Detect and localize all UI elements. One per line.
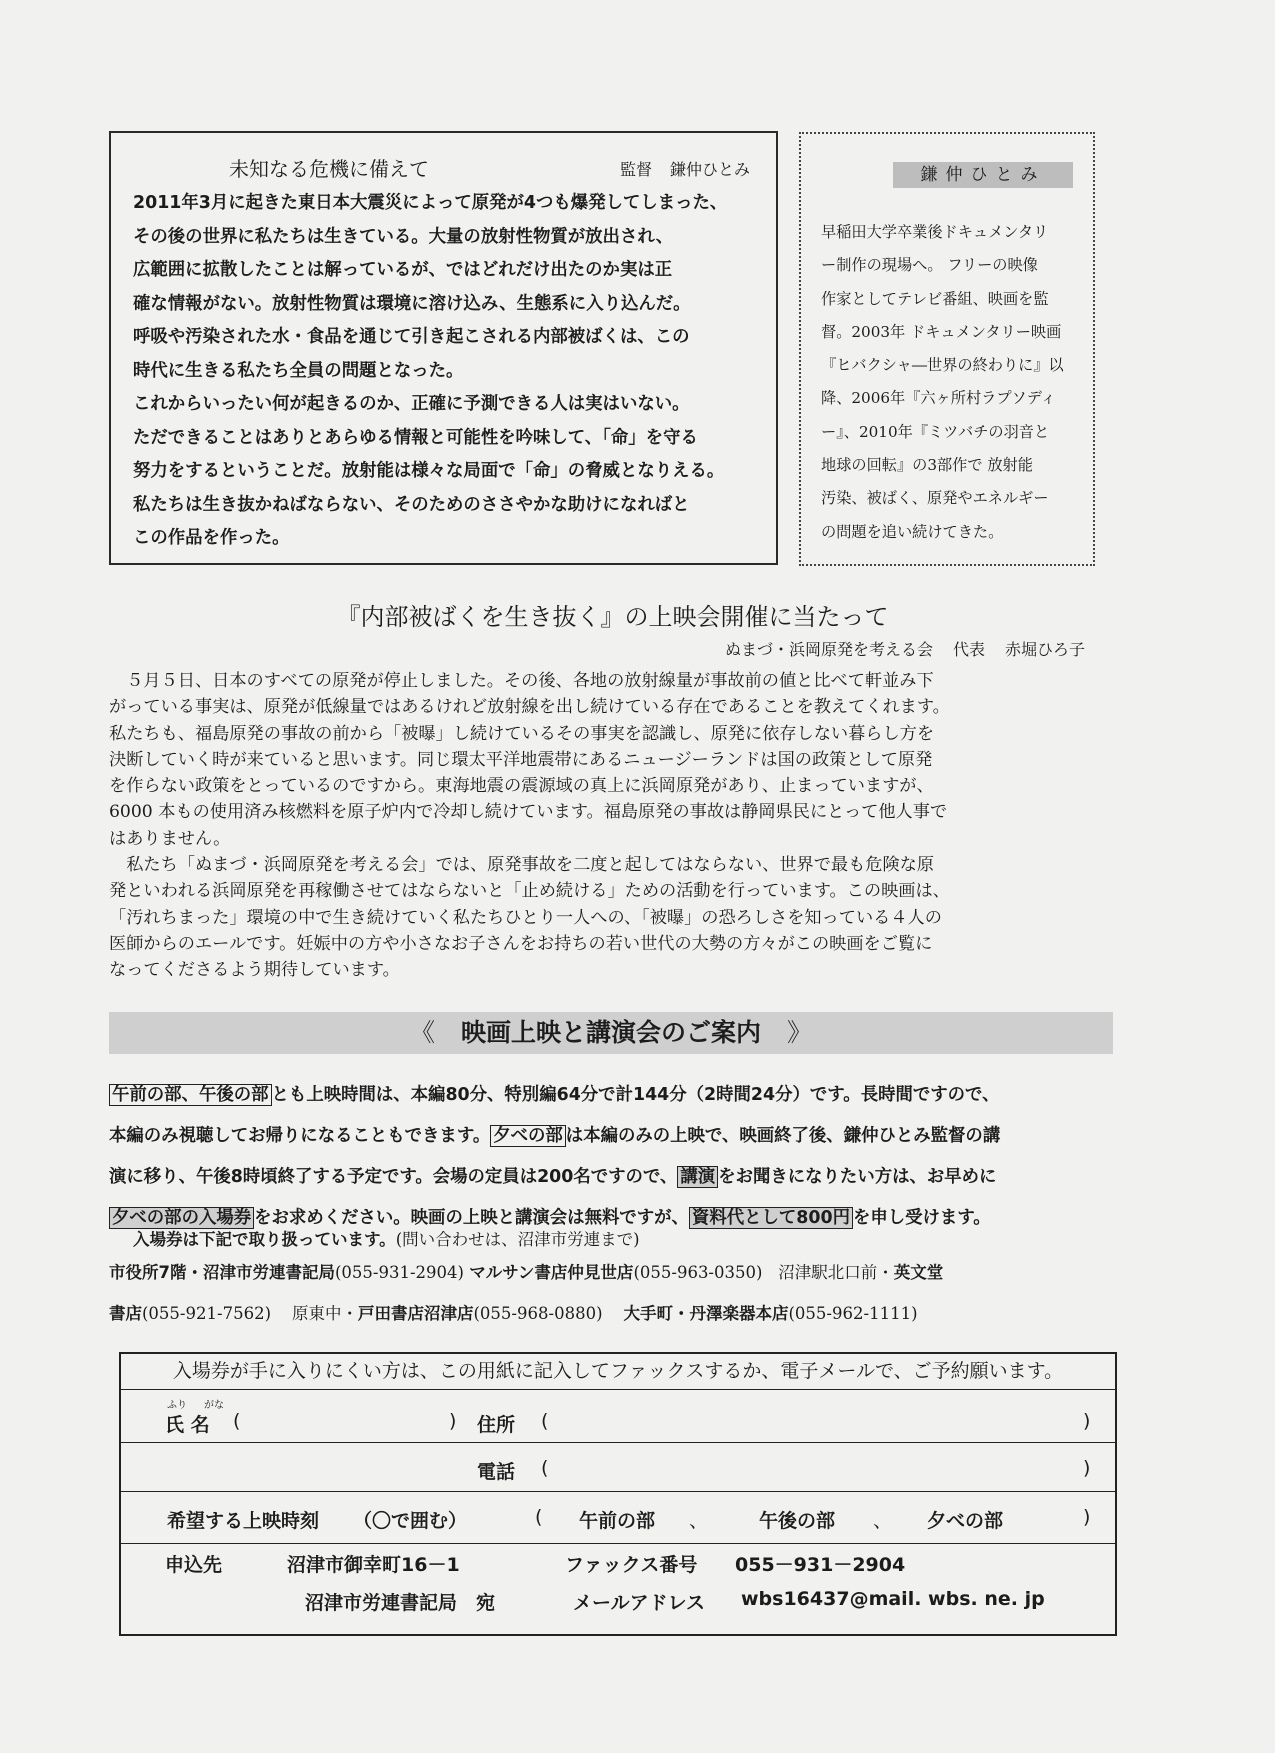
screening-line: ５月５日、日本のすべての原発が停止しました。その後、各地の放射線量が事故前の値と比べて軒並み下: [109, 671, 934, 691]
apply-address: 沼津市御幸町16－1: [287, 1554, 460, 1576]
time-option-am[interactable]: 午前の部: [579, 1510, 656, 1532]
phone-paren-close: ): [1083, 1457, 1091, 1479]
name-label: 氏 名: [165, 1414, 210, 1436]
outlet-location: 原東中・: [292, 1304, 358, 1323]
form-phone-row: [121, 1443, 1115, 1492]
profile-body: [821, 216, 1075, 549]
apply-label: 申込先: [165, 1554, 223, 1576]
director-message-body: [133, 187, 754, 556]
screening-line: なってくださるよう期待しています。: [109, 960, 400, 981]
schedule-line: [109, 1075, 1119, 1116]
outlet-line: [109, 1293, 1119, 1334]
email-address[interactable]: wbs16437@mail. wbs. ne. jp: [741, 1588, 1045, 1610]
banner-title: 映画上映と講演会のご案内: [460, 1018, 761, 1047]
address-field[interactable]: [553, 1406, 1033, 1436]
director-line: 広範囲に拡散したことは解っているが、ではどれだけ出たのか実は正: [133, 260, 673, 280]
outlet-phone: (055-962-1111): [788, 1304, 918, 1323]
material-fee-label: 資料代として800円: [689, 1207, 853, 1229]
director-role: 監督: [619, 160, 652, 179]
outlet-name: 大手町・丹澤楽器本店: [623, 1304, 789, 1323]
form-intro: 入場券が手に入りにくい方は、この用紙に記入してファックスするか、電子メールで、ご予約願います。: [121, 1354, 1115, 1390]
screening-line: 6000 本もの使用済み核燃料を原子炉内で冷却し続けています。福島原発の事故は静岡県民にとって他人事で: [109, 802, 948, 823]
screening-title: 『内部被ばくを生き抜く』の上映会開催に当たって: [336, 603, 889, 631]
profile-line: 地球の回転』の3部作で 放射能: [821, 456, 1033, 475]
director-message-box: [109, 131, 778, 565]
organizer-role: 代表: [952, 640, 985, 659]
screening-line: 発といわれる浜岡原発を再稼働させてはならないと「止め続ける」ための活動を行っています。この映画は、: [109, 881, 950, 902]
schedule-line: [109, 1157, 1119, 1198]
name-paren-close: ): [449, 1410, 457, 1432]
furigana-label: がな: [204, 1400, 224, 1411]
director-line: 時代に生きる私たち全員の問題となった。: [133, 360, 464, 381]
organizer-name: 赤堀ひろ子: [1004, 640, 1085, 659]
email-label: メールアドレス: [573, 1592, 706, 1614]
outlet-phone: (055-963-0350): [633, 1263, 763, 1282]
outlet-name: 市役所7階・沼津市労連書記局: [109, 1263, 335, 1282]
screening-line: 私たちも、福島原発の事故の前から「被曝」し続けているその事実を認識し、原発に依存しない暮らし方を: [109, 723, 935, 744]
director-line: 2011年3月に起きた東日本大震災によって原発が4つも爆発してしまった、: [133, 193, 728, 213]
time-option-pm[interactable]: 午後の部: [759, 1510, 836, 1532]
profile-line: ー』、2010年『ミツバチの羽音と: [821, 422, 1050, 441]
reservation-form: [119, 1352, 1117, 1636]
time-hint: （〇で囲む）: [353, 1510, 468, 1532]
tickets-note: (問い合わせは、沼津市労連まで): [395, 1230, 640, 1249]
schedule-text: [109, 1075, 1119, 1239]
director-credit: [620, 157, 750, 180]
director-line: この作品を作った。: [133, 528, 290, 548]
am-pm-sessions-label: 午前の部、午後の部: [109, 1084, 272, 1106]
outlet-location: 沼津駅北口前・: [778, 1263, 894, 1282]
director-line: ただできることはありとあらゆる情報と可能性を吟味して、「命」を守る: [133, 427, 698, 448]
director-message-title: 未知なる危機に備えて: [229, 157, 429, 181]
address-paren-open: (: [541, 1410, 549, 1432]
screening-line: 私たち「ぬまづ・浜岡原発を考える会」では、原発事故を二度と起してはならない、世界で最も危険な原: [109, 855, 935, 876]
director-line: 確な情報がない。放射性物質は環境に溶け込み、生態系に入り込んだ。: [133, 293, 691, 314]
lecture-label: 講演: [677, 1166, 718, 1188]
banner-open-bracket: 《: [409, 1018, 435, 1047]
ticket-outlets: [109, 1228, 1119, 1334]
screening-line: がっている事実は、原発が低線量ではあるけれど放射線を出し続けている存在であることを教えてくれます。: [109, 697, 950, 718]
outlet-line: [109, 1252, 1119, 1293]
director-profile-box: [799, 132, 1095, 566]
time-option-evening[interactable]: 夕べの部: [927, 1510, 1004, 1532]
outlet-phone: (055-968-0880): [473, 1304, 603, 1323]
profile-line: ー制作の現場へ。 フリーの映像: [821, 256, 1038, 275]
form-name-address-row: [121, 1390, 1115, 1443]
name-field[interactable]: [243, 1406, 443, 1436]
director-line: 私たちは生き抜かねばならない、そのためのささやかな助けになればと: [133, 494, 690, 515]
outlet-name: 戸田書店沼津店: [358, 1304, 474, 1323]
screening-line: を作らない政策をとっているのですから。東海地震の震源域の真上に浜岡原発があり、止まっていますが、: [109, 776, 934, 797]
director-line: 呼吸や汚染された水・食品を通じて引き起こされる内部被ばくは、この: [133, 327, 690, 347]
tickets-intro: [109, 1228, 1119, 1252]
schedule-text-fragment: とも上映時間は、本編80分、特別編64分で計144分（2時間24分）です。長時間ですので、: [271, 1085, 1000, 1105]
time-paren-open: (: [535, 1506, 543, 1528]
schedule-text-fragment: 本編のみ視聴してお帰りになることもできます。: [109, 1126, 491, 1146]
address-label: 住所: [477, 1414, 516, 1436]
time-option-separator: 、: [873, 1510, 893, 1532]
time-paren-close: ): [1083, 1506, 1091, 1528]
outlet-phone: (055-921-7562): [142, 1304, 272, 1323]
furigana-label: ふり: [167, 1400, 187, 1411]
fax-number: 055－931－2904: [735, 1554, 906, 1576]
profile-line: 『ヒバクシャ―世界の終わりに』以: [821, 356, 1064, 375]
outlet-phone: (055-931-2904): [334, 1263, 464, 1282]
schedule-text-fragment: をお求めください。映画の上映と講演会は無料ですが、: [254, 1208, 689, 1228]
apply-recipient: 沼津市労連書記局 宛: [305, 1592, 496, 1614]
screening-line: 「汚れちまった」環境の中で生き続けていく私たちひとり一人への、「被曝」の恐ろしさを知っている４人の: [109, 907, 942, 928]
director-line: その後の世界に私たちは生きている。大量の放射性物質が放出され、: [133, 226, 674, 247]
profile-line: 汚染、被ばく、原発やエネルギー: [821, 489, 1049, 508]
fax-label: ファックス番号: [565, 1554, 698, 1576]
outlet-name: 書店: [109, 1304, 142, 1323]
form-time-row: [121, 1492, 1115, 1544]
screening-organizer: [725, 637, 1085, 660]
guide-banner: [109, 1012, 1113, 1054]
schedule-text-fragment: を申し受けます。: [852, 1208, 991, 1228]
time-option-separator: 、: [689, 1510, 709, 1532]
screening-line: 医師からのエールです。妊娠中の方や小さなお子さんをお持ちの若い世代の大勢の方々がこの映画をご覧に: [109, 933, 933, 954]
director-name: 鎌仲ひとみ: [669, 160, 750, 179]
screening-body: [109, 668, 1119, 984]
evening-ticket-label: 夕べの部の入場券: [109, 1207, 254, 1229]
tickets-intro-text: 入場券は下記で取り扱っています。: [133, 1230, 396, 1249]
screening-line: はありません。: [109, 828, 231, 849]
phone-field[interactable]: [553, 1453, 1033, 1483]
screening-line: 決断していく時が来ていると思います。同じ環太平洋地震帯にあるニュージーランドは国の政策として原発: [109, 749, 933, 770]
name-paren-open: (: [233, 1410, 241, 1432]
profile-line: の問題を追い続けてきた。: [821, 522, 1004, 541]
schedule-text-fragment: 演に移り、午後8時頃終了する予定です。会場の定員は200名ですので、: [109, 1167, 678, 1187]
phone-paren-open: (: [541, 1457, 549, 1479]
profile-line: 督。2003年 ドキュメンタリー映画: [821, 322, 1062, 341]
profile-line: 降、2006年『六ヶ所村ラプソディ: [821, 389, 1056, 408]
profile-line: 作家としてテレビ番組、映画を監: [821, 289, 1049, 308]
profile-name: 鎌仲ひとみ: [893, 162, 1073, 188]
director-line: これからいったい何が起きるのか、正確に予測できる人は実はいない。: [133, 394, 690, 414]
time-label: 希望する上映時刻: [167, 1510, 320, 1532]
organizer-org: ぬまづ・浜岡原発を考える会: [724, 640, 933, 659]
schedule-line: [109, 1116, 1119, 1157]
outlet-name: 英文堂: [893, 1263, 944, 1282]
schedule-text-fragment: をお聞きになりたい方は、お早めに: [718, 1167, 997, 1187]
banner-close-bracket: 》: [787, 1018, 813, 1047]
director-line: 努力をするということだ。放射能は様々な局面で「命」の脅威となりえる。: [133, 461, 725, 481]
evening-session-label: 夕べの部: [490, 1125, 566, 1147]
phone-label: 電話: [477, 1461, 516, 1483]
schedule-text-fragment: は本編のみの上映で、映画終了後、鎌仲ひとみ監督の講: [565, 1126, 1001, 1146]
outlet-name: マルサン書店仲見世店: [469, 1263, 634, 1282]
address-paren-close: ): [1083, 1410, 1091, 1432]
profile-line: 早稲田大学卒業後ドキュメンタリ: [821, 223, 1049, 241]
form-apply-info: [121, 1544, 1115, 1634]
